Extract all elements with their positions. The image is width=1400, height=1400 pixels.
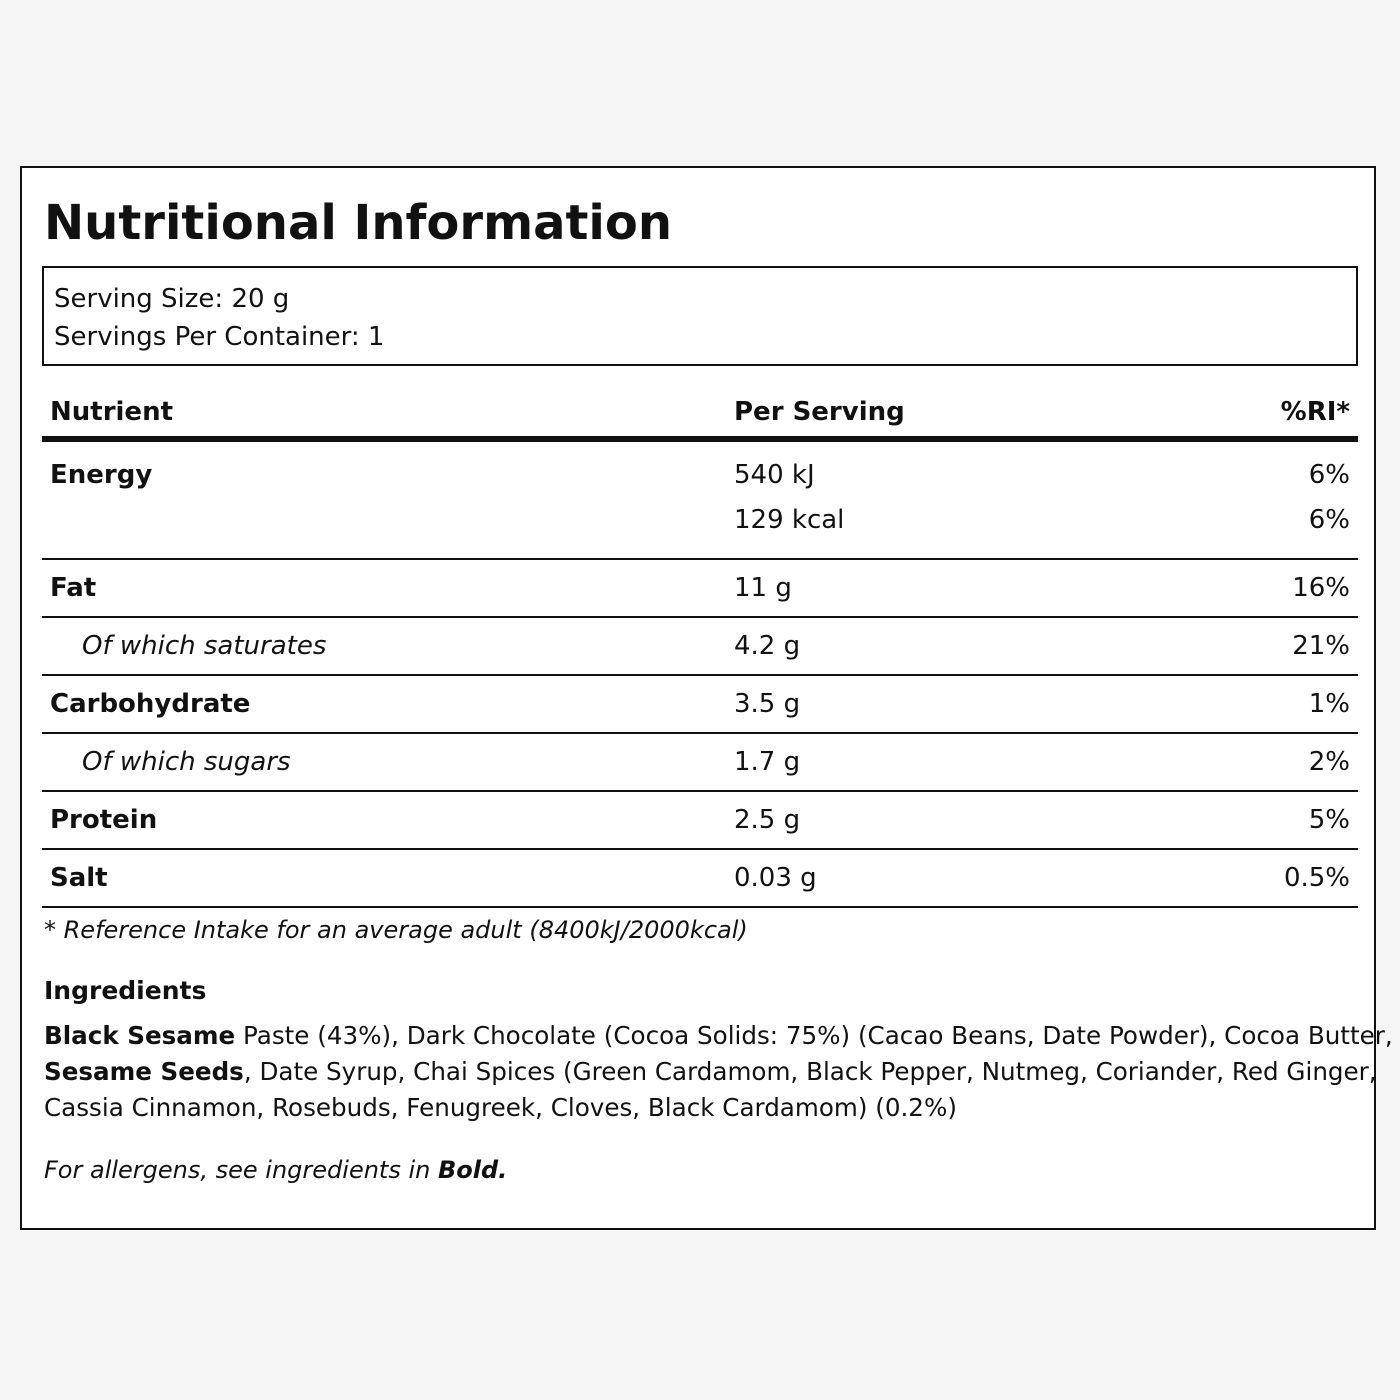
- ingredients-line: [44, 1054, 1377, 1090]
- allergen-ingredient: Black Sesame: [44, 1021, 236, 1050]
- header-nutrient: Nutrient: [50, 397, 174, 427]
- table-row-energy-kcal: [42, 492, 1358, 560]
- nutrient-name: Of which sugars: [82, 747, 291, 777]
- ingredients-list: [44, 1018, 1393, 1126]
- nutrient-value: 11 g: [734, 573, 792, 603]
- nutrient-ri: 2%: [1308, 747, 1350, 777]
- header-per-serving: Per Serving: [734, 397, 905, 427]
- nutrient-value: 0.03 g: [734, 863, 817, 893]
- nutrient-name: Salt: [50, 863, 108, 893]
- servings-per-container: Servings Per Container: 1: [54, 322, 385, 352]
- table-row-protein: [42, 792, 1358, 850]
- reference-intake-footnote: * Reference Intake for an average adult (8400kJ/2000kcal): [44, 916, 748, 944]
- nutrient-ri: 0.5%: [1283, 863, 1350, 893]
- nutrient-ri: 5%: [1308, 805, 1350, 835]
- nutrient-ri: 21%: [1292, 631, 1350, 661]
- nutrient-value: 3.5 g: [734, 689, 801, 719]
- table-row-sugars: [42, 734, 1358, 792]
- nutrient-value: 540 kJ: [734, 460, 815, 490]
- ingredients-text: Paste (43%), Dark Chocolate (Cocoa Solids: 75%) (Cacao Beans, Date Powder), Cocoa Butter,: [235, 1021, 1393, 1050]
- nutrient-ri: 16%: [1292, 573, 1350, 603]
- nutrition-table: [42, 388, 1358, 908]
- nutrient-name: Energy: [50, 460, 153, 490]
- allergen-ingredient: Sesame Seeds: [44, 1057, 244, 1086]
- serving-size: Serving Size: 20 g: [54, 284, 290, 314]
- table-row-fat: [42, 560, 1358, 618]
- ingredients-heading: Ingredients: [44, 976, 207, 1005]
- nutrient-value: 2.5 g: [734, 805, 801, 835]
- ingredients-line: [44, 1090, 1360, 1126]
- nutrient-ri: 6%: [1308, 460, 1350, 490]
- allergen-note-bold: Bold.: [437, 1156, 508, 1184]
- table-header: [42, 388, 1358, 442]
- nutrient-value: 129 kcal: [734, 505, 845, 535]
- ingredients-text: , Date Syrup, Chai Spices (Green Cardamom, Black Pepper, Nutmeg, Coriander, Red Ginger,: [243, 1057, 1377, 1086]
- serving-info-box: [42, 266, 1358, 366]
- nutrition-label: [20, 166, 1393, 1230]
- ingredients-line: [44, 1018, 1393, 1054]
- nutrient-name: Protein: [50, 805, 158, 835]
- nutrient-name: Of which saturates: [82, 631, 327, 661]
- header-ri: %RI*: [1280, 397, 1350, 427]
- nutrient-ri: 6%: [1308, 505, 1350, 535]
- nutrient-name: Carbohydrate: [50, 689, 251, 719]
- allergen-note-text: For allergens, see ingredients in: [44, 1156, 438, 1184]
- table-row-salt: [42, 850, 1358, 908]
- nutrient-value: 4.2 g: [734, 631, 801, 661]
- nutrient-value: 1.7 g: [734, 747, 801, 777]
- table-row-carbohydrate: [42, 676, 1358, 734]
- allergen-note: [44, 1152, 507, 1188]
- page-title: Nutritional Information: [44, 195, 673, 251]
- table-row-energy-kj: [42, 442, 1358, 492]
- ingredients-text: Cassia Cinnamon, Rosebuds, Fenugreek, Cloves, Black Cardamom) (0.2%): [44, 1093, 957, 1122]
- table-row-saturates: [42, 618, 1358, 676]
- nutrient-name: Fat: [50, 573, 97, 603]
- nutrient-ri: 1%: [1308, 689, 1350, 719]
